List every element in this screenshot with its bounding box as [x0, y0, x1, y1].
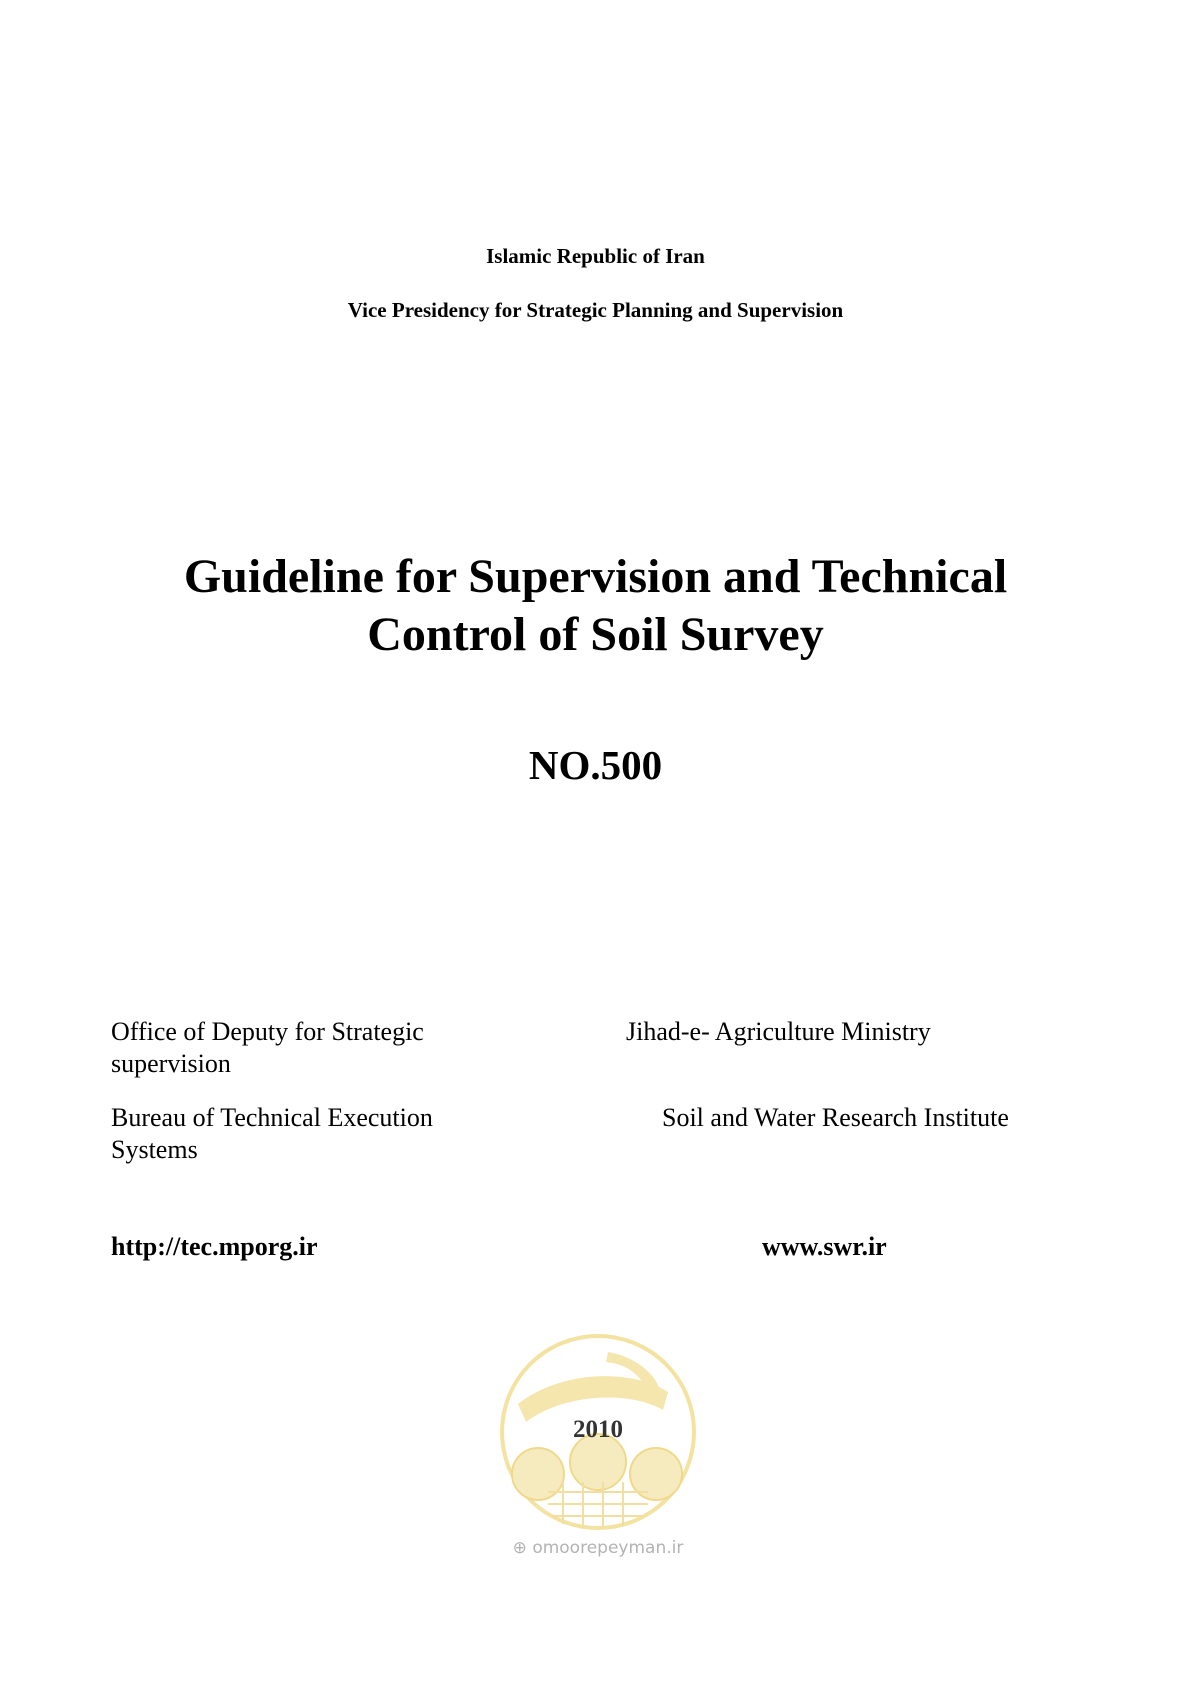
watermark-website: [488, 1538, 708, 1558]
document-title-line-1: Guideline for Supervision and Technical: [183, 550, 1008, 603]
bureau-name: Bureau of Technical Execution Systems: [111, 1103, 433, 1164]
ministry-name: Vice Presidency for Strategic Planning and Supervision: [347, 298, 844, 322]
seal-year: 2010: [573, 1416, 623, 1443]
watermark-website-text: omoorepeyman.ir: [532, 1538, 684, 1558]
document-number: NO.500: [528, 742, 663, 788]
globe-icon: ⊕: [512, 1538, 527, 1558]
country-name: Islamic Republic of Iran: [486, 244, 705, 268]
research-institute: Soil and Water Research Institute: [662, 1103, 1009, 1132]
office-of-deputy: Office of Deputy for Strategic supervision: [111, 1017, 424, 1078]
agriculture-ministry: Jihad-e- Agriculture Ministry: [626, 1017, 931, 1046]
right-website-link[interactable]: www.swr.ir: [762, 1232, 887, 1261]
left-website-link[interactable]: http://tec.mporg.ir: [111, 1232, 318, 1261]
watermark-seal: [488, 1332, 708, 1562]
document-title: [0, 548, 1191, 664]
document-title-line-2: Control of Soil Survey: [367, 608, 824, 661]
